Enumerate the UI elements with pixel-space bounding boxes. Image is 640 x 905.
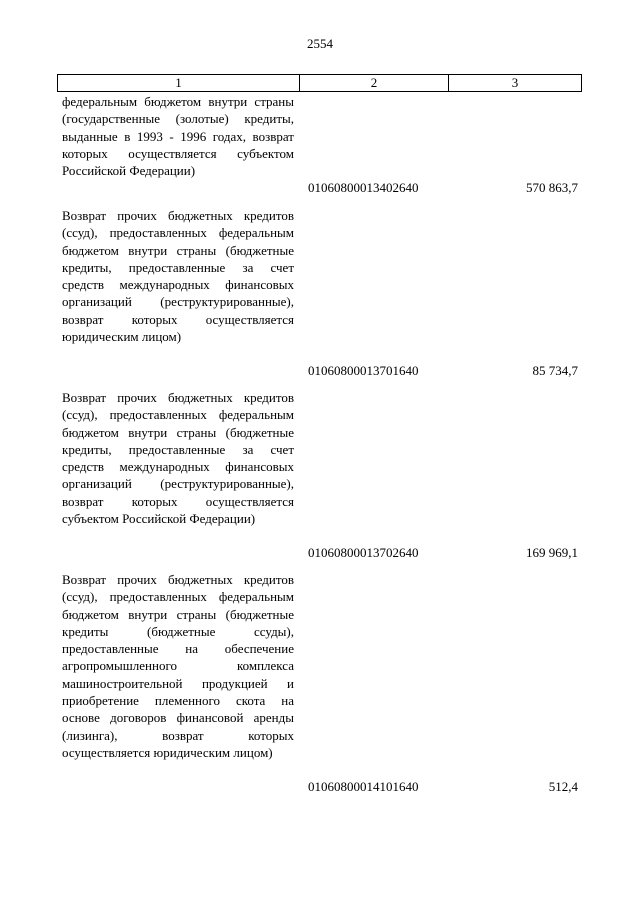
row-description: федеральным бюджетом внутри страны (государственные (золотые) кредиты, выданные в 1993 - 1996 годах, возврат которых осуществляется субъектом Российской Федерации)	[62, 94, 294, 179]
row-description: Возврат прочих бюджетных кредитов (ссуд), предоставленных федеральным бюджетом внутри страны (бюджетные кредиты, предоставленные за счет средств международных финансовых организаций (реструктурированные), возврат которых осуществляется юридическим лицом)	[62, 208, 294, 345]
row-amount: 512,4	[548, 779, 578, 794]
column-header-1: 1	[58, 75, 300, 91]
row-code: 01060800013402640	[308, 180, 419, 195]
row-code: 01060800013702640	[308, 545, 419, 560]
table-column-header	[57, 74, 582, 92]
row-code: 01060800014101640	[308, 779, 419, 794]
column-header-3: 3	[511, 75, 519, 90]
row-amount: 169 969,1	[526, 545, 578, 560]
row-description: Возврат прочих бюджетных кредитов (ссуд), предоставленных федеральным бюджетом внутри страны (бюджетные кредиты, предоставленные за счет средств международных финансовых организаций (реструктурированные), возврат которых осуществляется субъектом Российской Федерации)	[62, 390, 294, 527]
row-amount: 570 863,7	[526, 180, 578, 195]
row-code: 01060800013701640	[308, 363, 419, 378]
row-description: Возврат прочих бюджетных кредитов (ссуд), предоставленных федеральным бюджетом внутри страны (бюджетные кредиты (бюджетные ссуды), предоставленные на обеспечение агропромышленного комплекса машиностроительной продукцией и приобретение племенного скота на основе договоров финансовой аренды (лизинга), возврат которых осуществляется юридическим лицом)	[62, 572, 294, 760]
page-number: 2554	[307, 36, 333, 51]
row-amount: 85 734,7	[532, 363, 578, 378]
column-header-2: 2	[300, 75, 449, 91]
